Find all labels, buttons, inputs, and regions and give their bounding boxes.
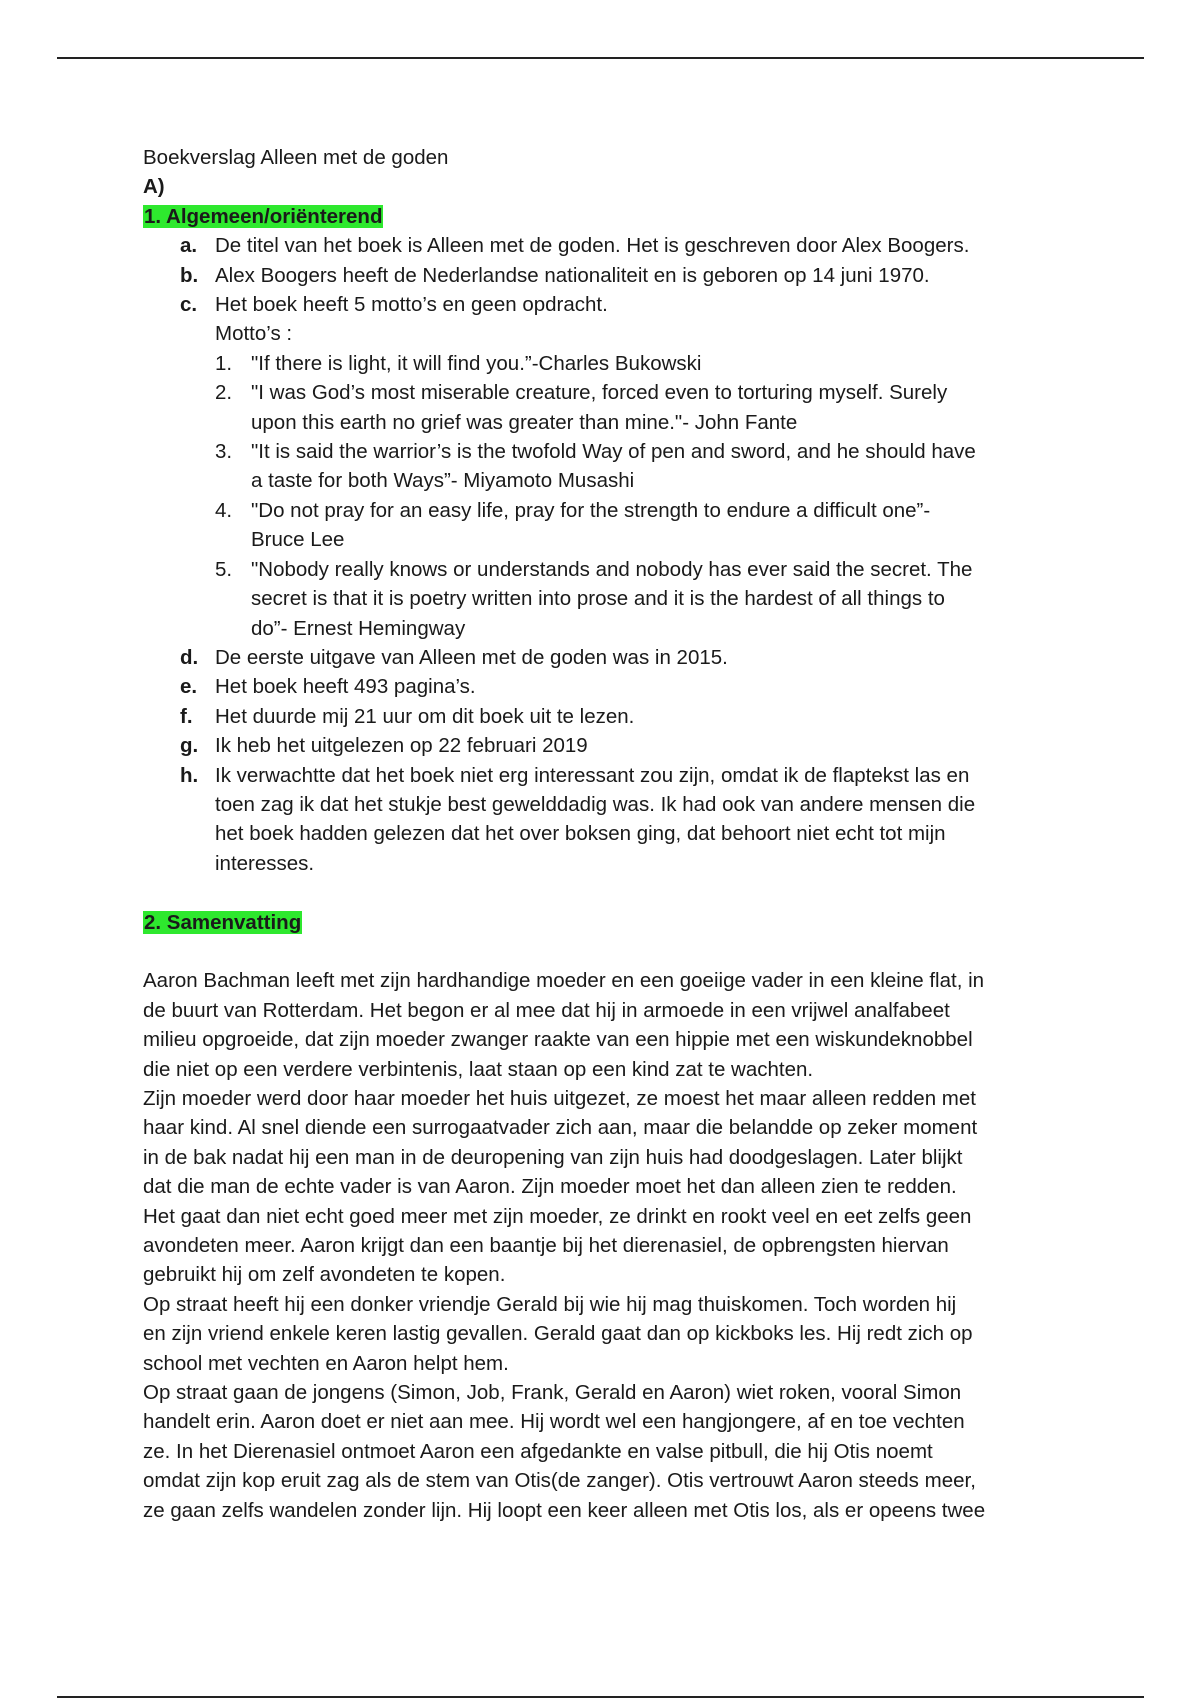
list-text: Alex Boogers heeft de Nederlandse nationaliteit en is geboren op 14 juni 1970. bbox=[215, 263, 930, 287]
list-text: interesses. bbox=[215, 851, 315, 875]
summary-line: dat die man de echte vader is van Aaron. Zijn moeder moet het dan alleen zien te redden. bbox=[143, 1175, 957, 1199]
motto-item bbox=[215, 349, 1063, 378]
section-a-label: A) bbox=[143, 175, 165, 199]
list-label: e. bbox=[180, 675, 198, 699]
header-rule bbox=[57, 57, 1144, 59]
summary-line: Op straat gaan de jongens (Simon, Job, Frank, Gerald en Aaron) wiet roken, vooral Simon bbox=[143, 1381, 962, 1405]
list-item bbox=[143, 731, 1063, 760]
list-item bbox=[143, 761, 1063, 879]
motto-number: 5. bbox=[215, 557, 233, 581]
list-item bbox=[143, 290, 1063, 643]
motto-text: Bruce Lee bbox=[251, 528, 345, 552]
list-text: Ik verwachtte dat het boek niet erg interessant zou zijn, omdat ik de flaptekst las en bbox=[215, 763, 970, 787]
motto-number: 2. bbox=[215, 381, 233, 405]
summary-line: ze. In het Dierenasiel ontmoet Aaron een afgedankte en valse pitbull, die hij Otis noemt bbox=[143, 1439, 933, 1463]
summary-line: school met vechten en Aaron helpt hem. bbox=[143, 1351, 509, 1375]
list-item bbox=[143, 261, 1063, 290]
list-text: De titel van het boek is Alleen met de goden. Het is geschreven door Alex Boogers. bbox=[215, 234, 970, 258]
motto-item bbox=[215, 496, 1063, 555]
summary-line: Aaron Bachman leeft met zijn hardhandige moeder en een goeiige vader in een kleine flat, in bbox=[143, 969, 985, 993]
list-text: Ik heb het uitgelezen op 22 februari 2019 bbox=[215, 734, 588, 758]
document-body bbox=[143, 143, 1063, 1525]
summary-line: Zijn moeder werd door haar moeder het huis uitgezet, ze moest het maar alleen redden met bbox=[143, 1086, 976, 1110]
list-text: Het boek heeft 493 pagina’s. bbox=[215, 675, 476, 699]
summary-line: omdat zijn kop eruit zag als de stem van Otis(de zanger). Otis vertrouwt Aaron steeds meer, bbox=[143, 1469, 976, 1493]
list-label: c. bbox=[180, 293, 198, 317]
motto-list bbox=[215, 349, 1063, 643]
list-label: d. bbox=[180, 645, 199, 669]
list-text: Het boek heeft 5 motto’s en geen opdracht. bbox=[215, 293, 608, 317]
motto-number: 4. bbox=[215, 498, 233, 522]
summary-line: gebruikt hij om zelf avondeten te kopen. bbox=[143, 1263, 506, 1287]
heading-samenvatting: 2. Samenvatting bbox=[144, 910, 302, 934]
summary-line: avondeten meer. Aaron krijgt dan een baantje bij het dierenasiel, de opbrengsten hiervan bbox=[143, 1234, 949, 1257]
motto-text: a taste for both Ways”- Miyamoto Musashi bbox=[251, 469, 635, 493]
summary-line: milieu opgroeide, dat zijn moeder zwanger raakte van een hippie met een wiskundeknobbel bbox=[143, 1028, 973, 1052]
motto-item bbox=[215, 437, 1063, 496]
summary-paragraph bbox=[143, 966, 1063, 1525]
summary-line: in de bak nadat hij een man in de deuropening van zijn huis had doodgeslagen. Later blijkt bbox=[143, 1145, 963, 1169]
list-label: f. bbox=[180, 704, 193, 728]
summary-line: die niet op een verdere verbintenis, laat staan op een kind zat te wachten. bbox=[143, 1057, 814, 1081]
motto-text: "If there is light, it will find you.”-Charles Bukowski bbox=[251, 351, 702, 375]
motto-text: "I was God’s most miserable creature, forced even to torturing myself. Surely bbox=[251, 381, 948, 405]
list-item bbox=[143, 231, 1063, 260]
summary-line: Op straat heeft hij een donker vriendje Gerald bij wie hij mag thuiskomen. Toch worden hij bbox=[143, 1292, 957, 1316]
list-label: a. bbox=[180, 234, 198, 258]
motto-text: upon this earth no grief was greater than mine."- John Fante bbox=[251, 410, 798, 434]
general-list bbox=[143, 231, 1063, 878]
summary-line: handelt erin. Aaron doet er niet aan mee. Hij wordt wel een hangjongere, af en toe vechten bbox=[143, 1410, 965, 1434]
summary-line: Het gaat dan niet echt goed meer met zijn moeder, ze drinkt en rookt veel en eet zelfs geen bbox=[143, 1204, 972, 1228]
summary-line: de buurt van Rotterdam. Het begon er al mee dat hij in armoede in een vrijwel analfabeet bbox=[143, 998, 950, 1022]
list-text: De eerste uitgave van Alleen met de goden was in 2015. bbox=[215, 645, 728, 669]
motto-text: "It is said the warrior’s is the twofold Way of pen and sword, and he should have bbox=[251, 440, 976, 464]
summary-line: haar kind. Al snel diende een surrogaatvader zich aan, maar die belandde op zeker moment bbox=[143, 1116, 978, 1140]
motto-number: 3. bbox=[215, 440, 233, 464]
list-text: Het duurde mij 21 uur om dit boek uit te lezen. bbox=[215, 704, 635, 728]
list-label: g. bbox=[180, 734, 199, 758]
list-text: toen zag ik dat het stukje best gewelddadig was. Ik had ook van andere mensen die bbox=[215, 792, 976, 816]
motto-text: do”- Ernest Hemingway bbox=[251, 616, 466, 640]
summary-line: en zijn vriend enkele keren lastig gevallen. Gerald gaat dan op kickboks les. Hij redt zich op bbox=[143, 1322, 973, 1346]
motto-text: "Nobody really knows or understands and nobody has ever said the secret. The bbox=[251, 557, 973, 581]
motto-text: secret is that it is poetry written into prose and it is the hardest of all things to bbox=[251, 587, 945, 611]
heading-algemeen: 1. Algemeen/oriënterend bbox=[144, 204, 383, 228]
footer-rule bbox=[57, 1696, 1144, 1698]
list-item bbox=[143, 672, 1063, 701]
list-label: h. bbox=[180, 763, 199, 787]
list-item bbox=[143, 643, 1063, 672]
motto-item bbox=[215, 378, 1063, 437]
list-text: het boek hadden gelezen dat het over boksen ging, dat behoort niet echt tot mijn bbox=[215, 822, 946, 846]
list-label: b. bbox=[180, 263, 199, 287]
motto-number: 1. bbox=[215, 351, 233, 375]
motto-item bbox=[215, 555, 1063, 643]
motto-text: "Do not pray for an easy life, pray for the strength to endure a difficult one”- bbox=[251, 498, 931, 522]
document-title: Boekverslag Alleen met de goden bbox=[143, 146, 449, 169]
list-item bbox=[143, 702, 1063, 731]
mottos-label: Motto’s : bbox=[215, 322, 293, 346]
summary-line: ze gaan zelfs wandelen zonder lijn. Hij loopt een keer alleen met Otis los, als er opeens twee bbox=[143, 1498, 986, 1522]
